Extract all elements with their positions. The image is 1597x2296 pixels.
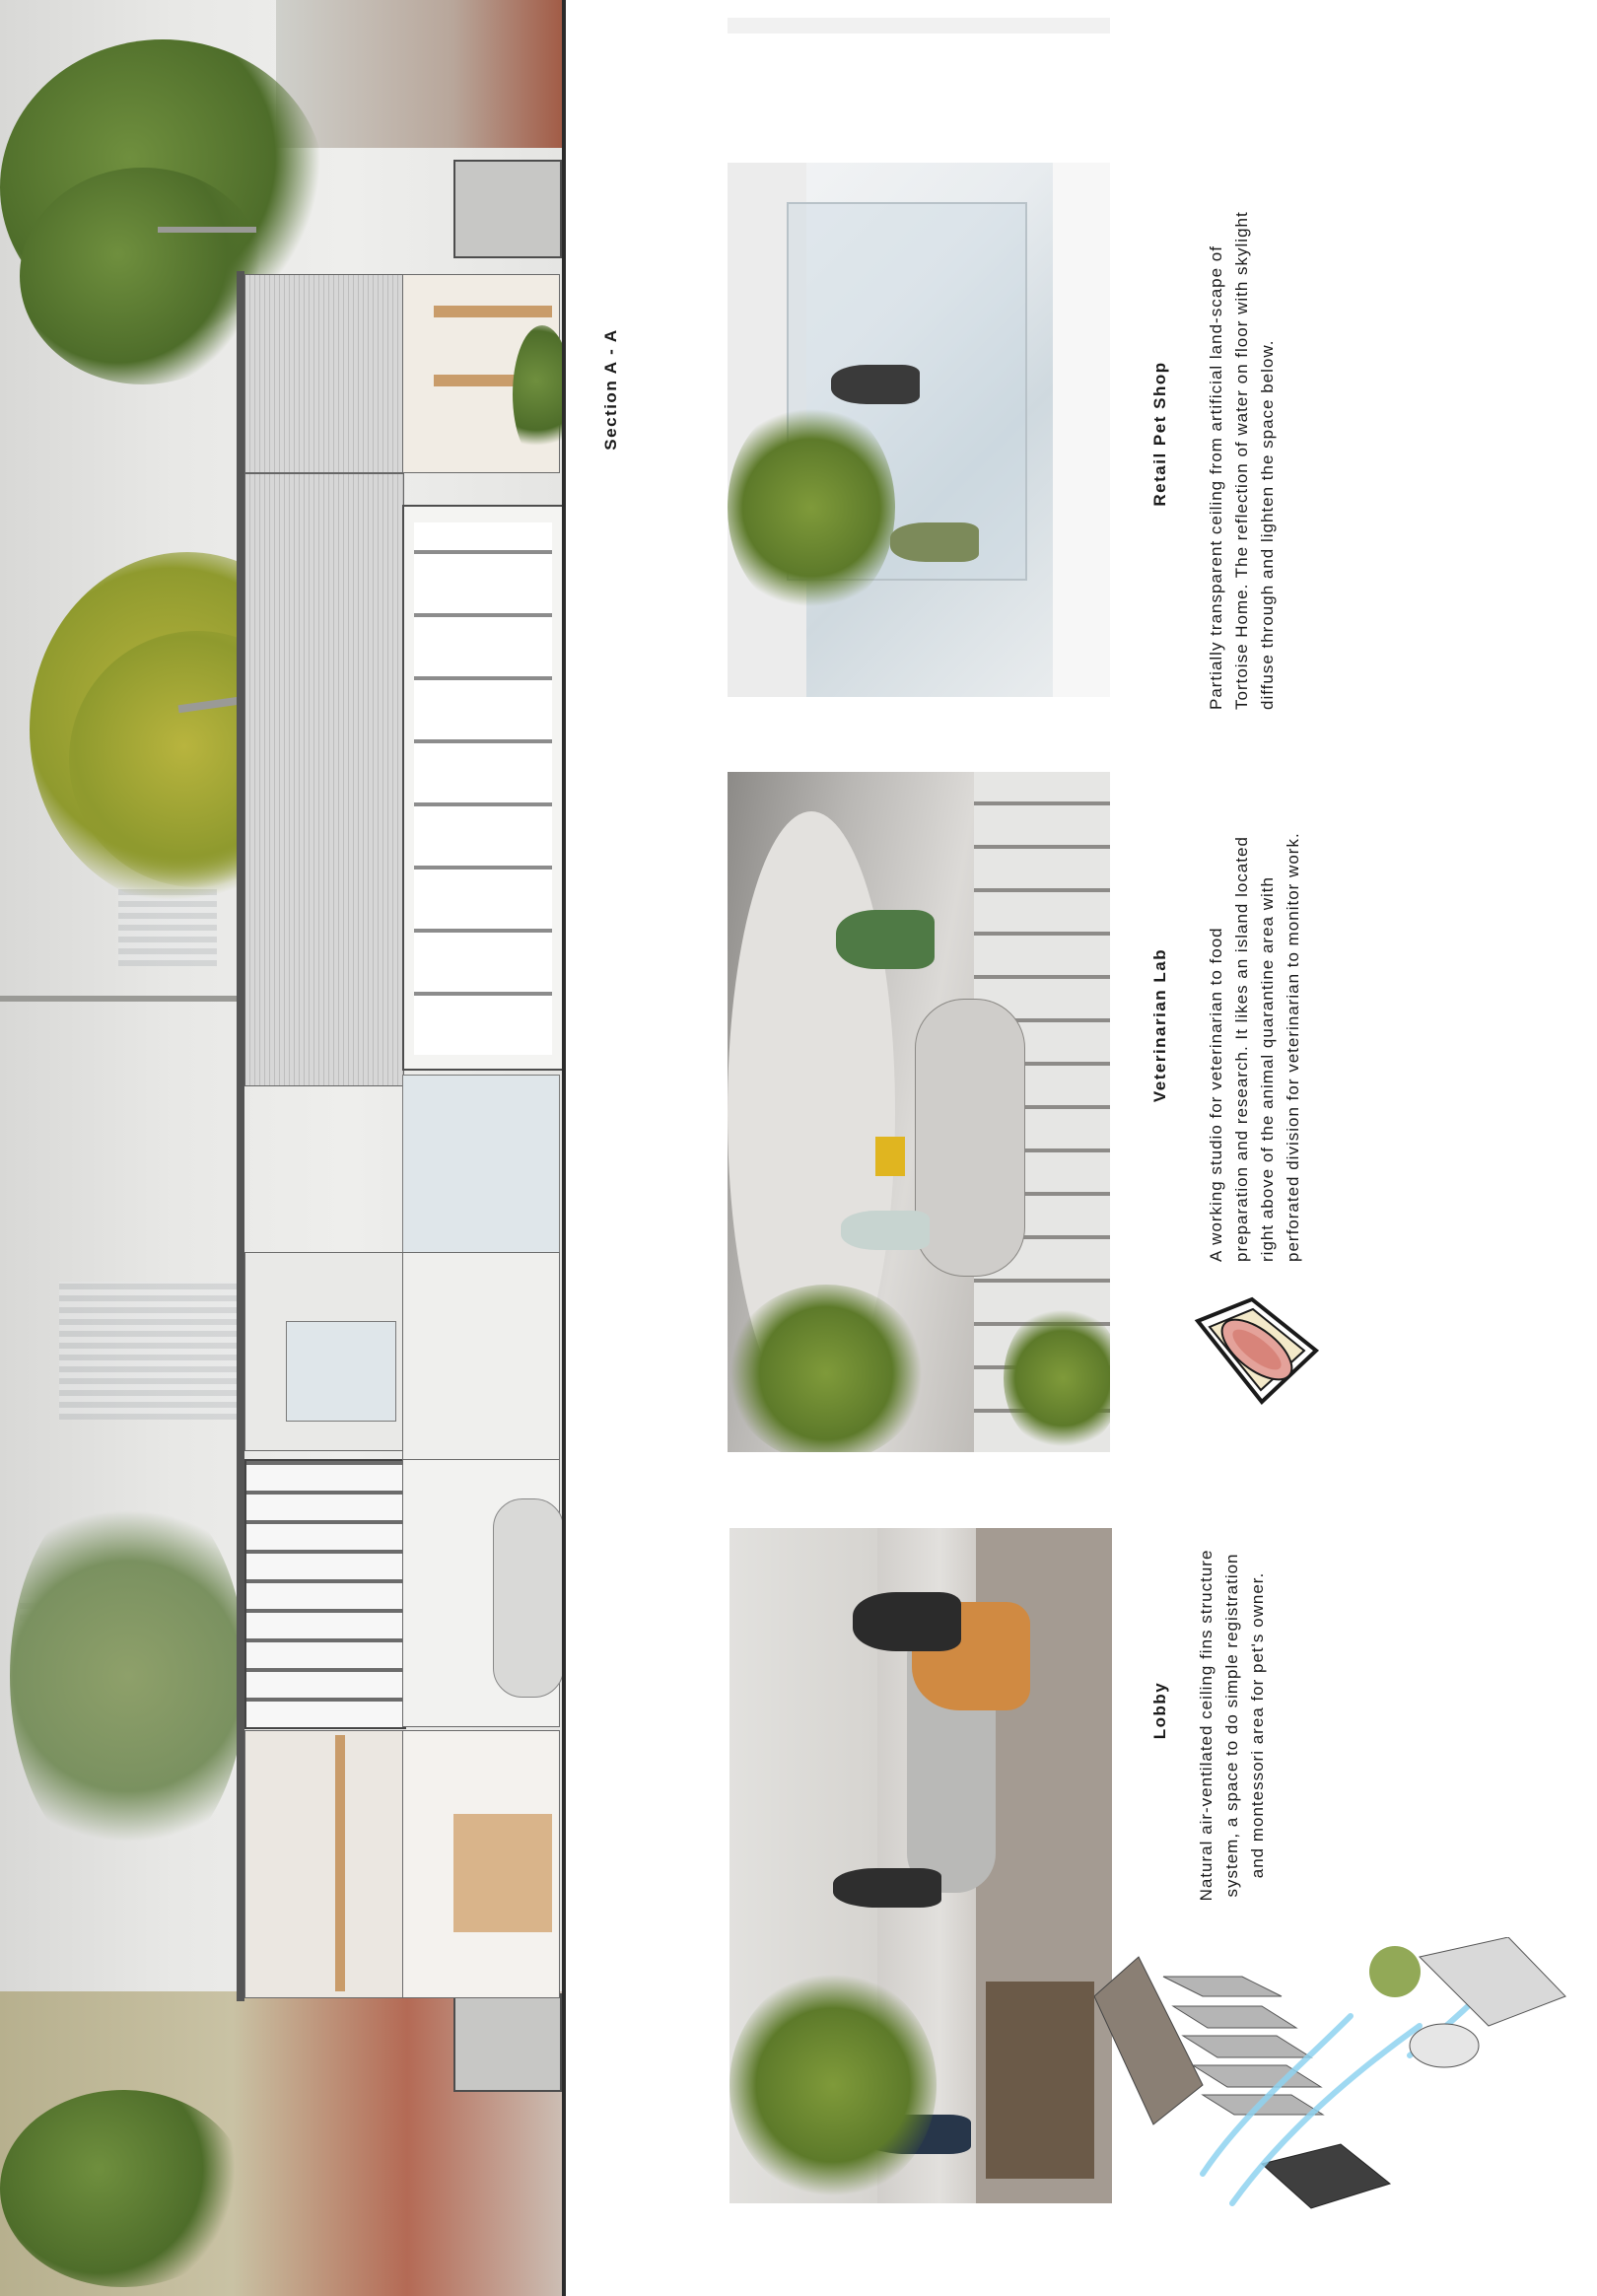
- shop-visitor: [831, 365, 920, 404]
- retail-pet-shop-title: Retail Pet Shop: [1150, 361, 1169, 507]
- perforated-canopy: [244, 473, 404, 1086]
- vet-lab-lower: [402, 1252, 560, 1461]
- veterinarian-lab-title: Veterinarian Lab: [1150, 947, 1169, 1103]
- roof-slab: [237, 271, 244, 2001]
- background-tower: [59, 1282, 237, 1420]
- site-edge: [566, 0, 582, 2296]
- lab-worker: [841, 1211, 930, 1250]
- section-title: Section A - A: [601, 328, 620, 451]
- reception-counter: [453, 1814, 552, 1932]
- lab-window: [286, 1321, 396, 1422]
- lobby-description: Natural air-ventilated ceiling fins structure system, a space to do simple registration and montessori area for pet's owner.: [1197, 1549, 1267, 1902]
- tree-trunk: [158, 227, 256, 233]
- neighbour-house-top: [276, 0, 572, 148]
- lab-plant: [728, 1285, 925, 1452]
- lab-box: [875, 1137, 905, 1176]
- boundary-wall-top: [453, 160, 562, 258]
- lobby-photo: [729, 1528, 1112, 2203]
- section-drawing: [0, 0, 582, 2296]
- tree-crown: [0, 2090, 246, 2287]
- reception-upper: [244, 1730, 404, 1998]
- wood-column: [335, 1735, 345, 1991]
- retail-pet-shop-photo: [728, 163, 1110, 697]
- lab-island: [915, 999, 1025, 1277]
- lobby-plant: [729, 1972, 937, 2198]
- ceiling-fins-diagram-icon: [1094, 1937, 1567, 2233]
- top-bar: [728, 18, 1110, 34]
- glass-entrance: [402, 1075, 560, 1254]
- boundary-wall-bottom: [453, 1993, 562, 2092]
- shop-shelf: [434, 306, 552, 317]
- ceiling-fins: [244, 1459, 406, 1729]
- shop-visitor: [890, 522, 979, 562]
- retail-pet-shop-description: Partially transparent ceiling from artificial land-scape of Tortoise Home. The reflection of water on floor with skylight diffuse through and lighten the space below.: [1207, 211, 1277, 710]
- roof-screen: [244, 274, 404, 473]
- lobby-visitor: [853, 1592, 961, 1651]
- shop-floor: [1053, 163, 1110, 697]
- tree-crown: [20, 168, 266, 384]
- lobby-visitor: [833, 1868, 941, 1908]
- animal-cages: [414, 522, 552, 1055]
- veterinarian-lab-description: A working studio for veterinarian to food preparation and research. It likes an island located right above of the animal quarantine area with perforated division for veterinarian to monitor work.: [1206, 832, 1302, 1262]
- bathtub: [493, 1498, 564, 1698]
- veterinarian-lab-photo: [728, 772, 1110, 1452]
- tree-crown: [10, 1479, 246, 1873]
- shop-tree: [728, 399, 895, 616]
- lobby-title: Lobby: [1150, 1681, 1169, 1740]
- lobby-bench: [986, 1982, 1094, 2179]
- lab-plant: [1004, 1304, 1110, 1452]
- lab-worker: [836, 910, 935, 969]
- tub-diagram-icon: [1178, 1291, 1331, 1410]
- tree-trunk: [0, 996, 256, 1002]
